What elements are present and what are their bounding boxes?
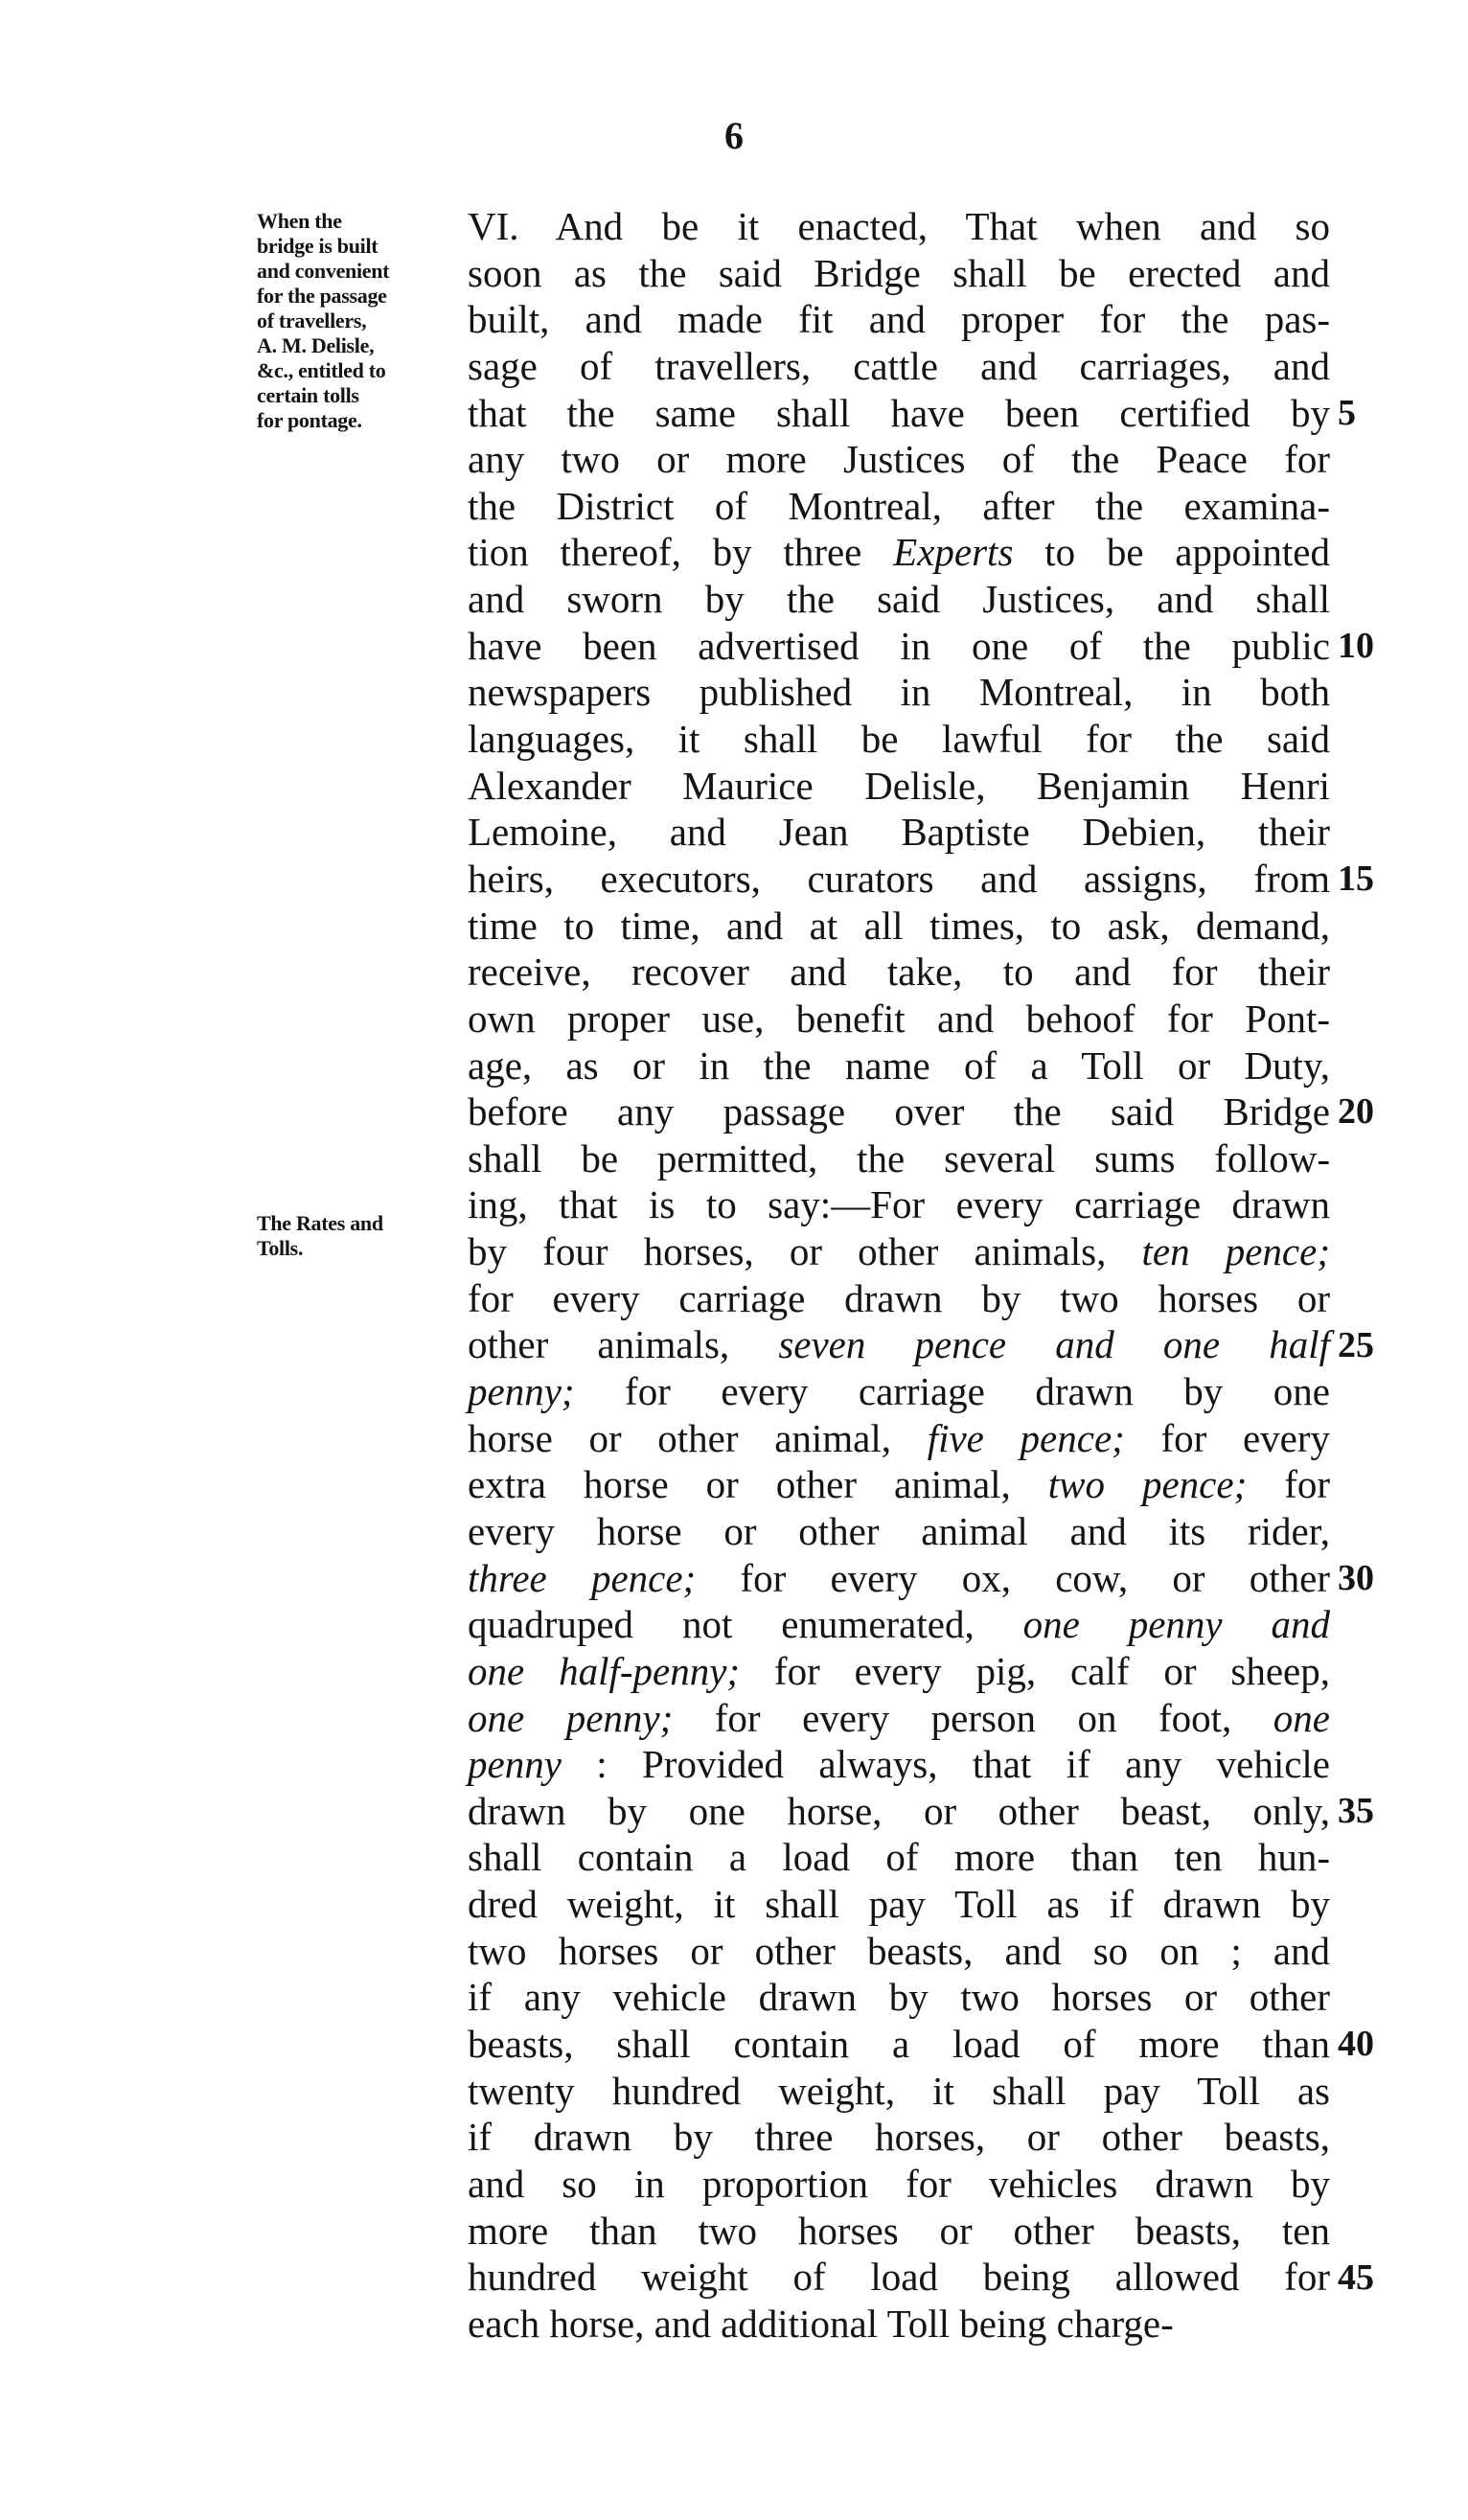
margin-note-line: and convenient	[257, 259, 390, 283]
text-line	[468, 2254, 1330, 2301]
text-line	[468, 716, 1330, 763]
italic-text: five pence;	[927, 1415, 1125, 1460]
text-run: have been advertised in one of the public	[468, 623, 1330, 668]
text-run: before any passage over the said Bridge	[468, 1089, 1330, 1134]
margin-note-line: for pontage.	[257, 408, 362, 432]
line-number: 20	[1338, 1091, 1374, 1133]
text-line	[468, 1881, 1330, 1928]
text-line	[468, 2301, 1330, 2348]
section-vi-text	[468, 203, 1330, 2347]
text-run: for every carriage drawn by one	[574, 1369, 1330, 1414]
text-line	[468, 1181, 1330, 1228]
text-run: the District of Montreal, after the examina-	[468, 483, 1330, 528]
text-run: Alexander Maurice Delisle, Benjamin Henri	[468, 763, 1330, 808]
italic-text: seven pence and one half	[778, 1322, 1330, 1367]
italic-text: three pence;	[468, 1555, 697, 1600]
text-run: sage of travellers, cattle and carriages, and	[468, 343, 1330, 388]
text-line	[468, 203, 1330, 250]
text-line	[468, 483, 1330, 530]
text-run: and sworn by the said Justices, and shall	[468, 577, 1330, 622]
text-run: quadruped not enumerated,	[468, 1602, 1023, 1647]
margin-note-line: for the passage	[257, 284, 387, 308]
text-line	[468, 669, 1330, 716]
text-line	[468, 1741, 1330, 1788]
text-run: and so in proportion for vehicles drawn by	[468, 2161, 1330, 2206]
text-run: for	[1247, 1462, 1331, 1507]
text-run: for every person on foot,	[673, 1695, 1273, 1740]
text-line	[468, 2021, 1330, 2068]
line-number: 15	[1338, 859, 1374, 900]
text-line	[468, 856, 1330, 903]
text-run: languages, it shall be lawful for the said	[468, 717, 1330, 762]
margin-note-line: When the	[257, 209, 342, 233]
text-run: any two or more Justices of the Peace for	[468, 437, 1330, 482]
text-run: age, as or in the name of a Toll or Duty,	[468, 1042, 1330, 1088]
text-line	[468, 763, 1330, 810]
text-line	[468, 1555, 1330, 1602]
text-run: shall be permitted, the several sums follow-	[468, 1135, 1330, 1180]
text-line	[468, 949, 1330, 996]
text-run: for every carriage drawn by two horses or	[468, 1275, 1330, 1320]
text-line	[468, 1695, 1330, 1742]
text-line	[468, 1135, 1330, 1182]
text-run: more than two horses or other beasts, ten	[468, 2208, 1330, 2253]
text-run: beasts, shall contain a load of more than	[468, 2021, 1330, 2066]
italic-text: Experts	[893, 530, 1014, 575]
text-run: receive, recover and take, to and for their	[468, 950, 1330, 995]
text-run: twenty hundred weight, it shall pay Toll as	[468, 2068, 1330, 2113]
text-line	[468, 1415, 1330, 1462]
line-number: 40	[1338, 2024, 1374, 2065]
margin-note-rates-and-tolls	[257, 1211, 466, 1261]
text-run: each horse, and additional Toll being charge-	[468, 2301, 1174, 2346]
page-number: 6	[724, 114, 744, 157]
text-run: tion thereof, by three	[468, 530, 894, 575]
text-line	[468, 1368, 1330, 1415]
text-run: extra horse or other animal,	[468, 1462, 1048, 1507]
text-run: every horse or other animal and its rider,	[468, 1508, 1330, 1553]
margin-note-line: certain tolls	[257, 383, 359, 407]
text-line	[468, 623, 1330, 670]
text-run: two horses or other beasts, and so on ; and	[468, 1928, 1330, 1973]
text-run: if drawn by three horses, or other beasts,	[468, 2115, 1330, 2160]
text-line	[468, 250, 1330, 297]
text-line	[468, 343, 1330, 390]
italic-text: one penny;	[468, 1695, 674, 1740]
italic-text: one penny and	[1022, 1602, 1330, 1647]
text-run: other animals,	[468, 1322, 779, 1367]
text-line	[468, 1601, 1330, 1648]
text-run: shall contain a load of more than ten hun-	[468, 1835, 1330, 1880]
text-run: dred weight, it shall pay Toll as if drawn by	[468, 1882, 1330, 1927]
italic-text: ten pence;	[1141, 1229, 1330, 1274]
line-number: 5	[1338, 392, 1356, 433]
italic-text: one half-penny;	[468, 1648, 741, 1693]
text-line	[468, 996, 1330, 1042]
line-number: 35	[1338, 1791, 1374, 1832]
text-run: newspapers published in Montreal, in both	[468, 670, 1330, 715]
text-line	[468, 296, 1330, 343]
text-line	[468, 809, 1330, 856]
italic-text: penny	[468, 1742, 562, 1787]
text-line	[468, 1788, 1330, 1835]
margin-note-bridge-tolls	[257, 209, 466, 433]
margin-note-line: The Rates and	[257, 1211, 383, 1235]
text-run: for every pig, calf or sheep,	[740, 1648, 1330, 1693]
text-run: ing, that is to say:—For every carriage drawn	[468, 1182, 1330, 1227]
text-line	[468, 1461, 1330, 1508]
text-line	[468, 1648, 1330, 1695]
text-line	[468, 903, 1330, 950]
italic-text: penny;	[468, 1369, 575, 1414]
text-line	[468, 2114, 1330, 2161]
text-line	[468, 1834, 1330, 1881]
margin-note-line: A. M. Delisle,	[257, 333, 375, 357]
text-line	[468, 2208, 1330, 2255]
text-run: own proper use, benefit and behoof for Pont-	[468, 996, 1330, 1041]
text-run: time to time, and at all times, to ask, demand,	[468, 903, 1330, 948]
line-number: 30	[1338, 1557, 1374, 1598]
margin-note-line: Tolls.	[257, 1236, 304, 1260]
text-line	[468, 2161, 1330, 2208]
text-run: drawn by one horse, or other beast, only,	[468, 1788, 1330, 1833]
text-line	[468, 1321, 1330, 1368]
text-run: that the same shall have been certified by	[468, 390, 1330, 435]
line-number: 45	[1338, 2257, 1374, 2298]
text-run: for every	[1124, 1415, 1330, 1460]
text-run: heirs, executors, curators and assigns, from	[468, 856, 1330, 901]
italic-text: one	[1273, 1695, 1330, 1740]
text-run: horse or other animal,	[468, 1415, 928, 1460]
text-run: soon as the said Bridge shall be erected and	[468, 250, 1330, 295]
text-line	[468, 1928, 1330, 1975]
text-line	[468, 1508, 1330, 1555]
text-line	[468, 1042, 1330, 1089]
text-line	[468, 1974, 1330, 2021]
text-run: VI. And be it enacted, That when and so	[468, 204, 1330, 248]
text-line	[468, 390, 1330, 437]
text-run: Lemoine, and Jean Baptiste Debien, their	[468, 810, 1330, 855]
text-run: to be appointed	[1013, 530, 1330, 575]
text-line	[468, 529, 1330, 576]
text-line	[468, 1088, 1330, 1135]
line-number: 25	[1338, 1324, 1374, 1365]
margin-note-line: bridge is built	[257, 234, 378, 258]
margin-note-line: &c., entitled to	[257, 358, 386, 382]
text-line	[468, 436, 1330, 483]
text-line	[468, 1228, 1330, 1275]
text-run: if any vehicle drawn by two horses or other	[468, 1975, 1330, 2020]
line-number: 10	[1338, 625, 1374, 666]
text-line	[468, 1275, 1330, 1322]
text-run: for every ox, cow, or other	[696, 1555, 1330, 1600]
text-line	[468, 576, 1330, 623]
italic-text: two pence;	[1047, 1462, 1248, 1507]
text-run: : Provided always, that if any vehicle	[561, 1742, 1330, 1787]
text-run: hundred weight of load being allowed for	[468, 2255, 1330, 2300]
text-run: built, and made fit and proper for the pas-	[468, 297, 1330, 342]
text-line	[468, 2068, 1330, 2115]
text-run: by four horses, or other animals,	[468, 1229, 1142, 1274]
margin-note-line: of travellers,	[257, 309, 367, 332]
